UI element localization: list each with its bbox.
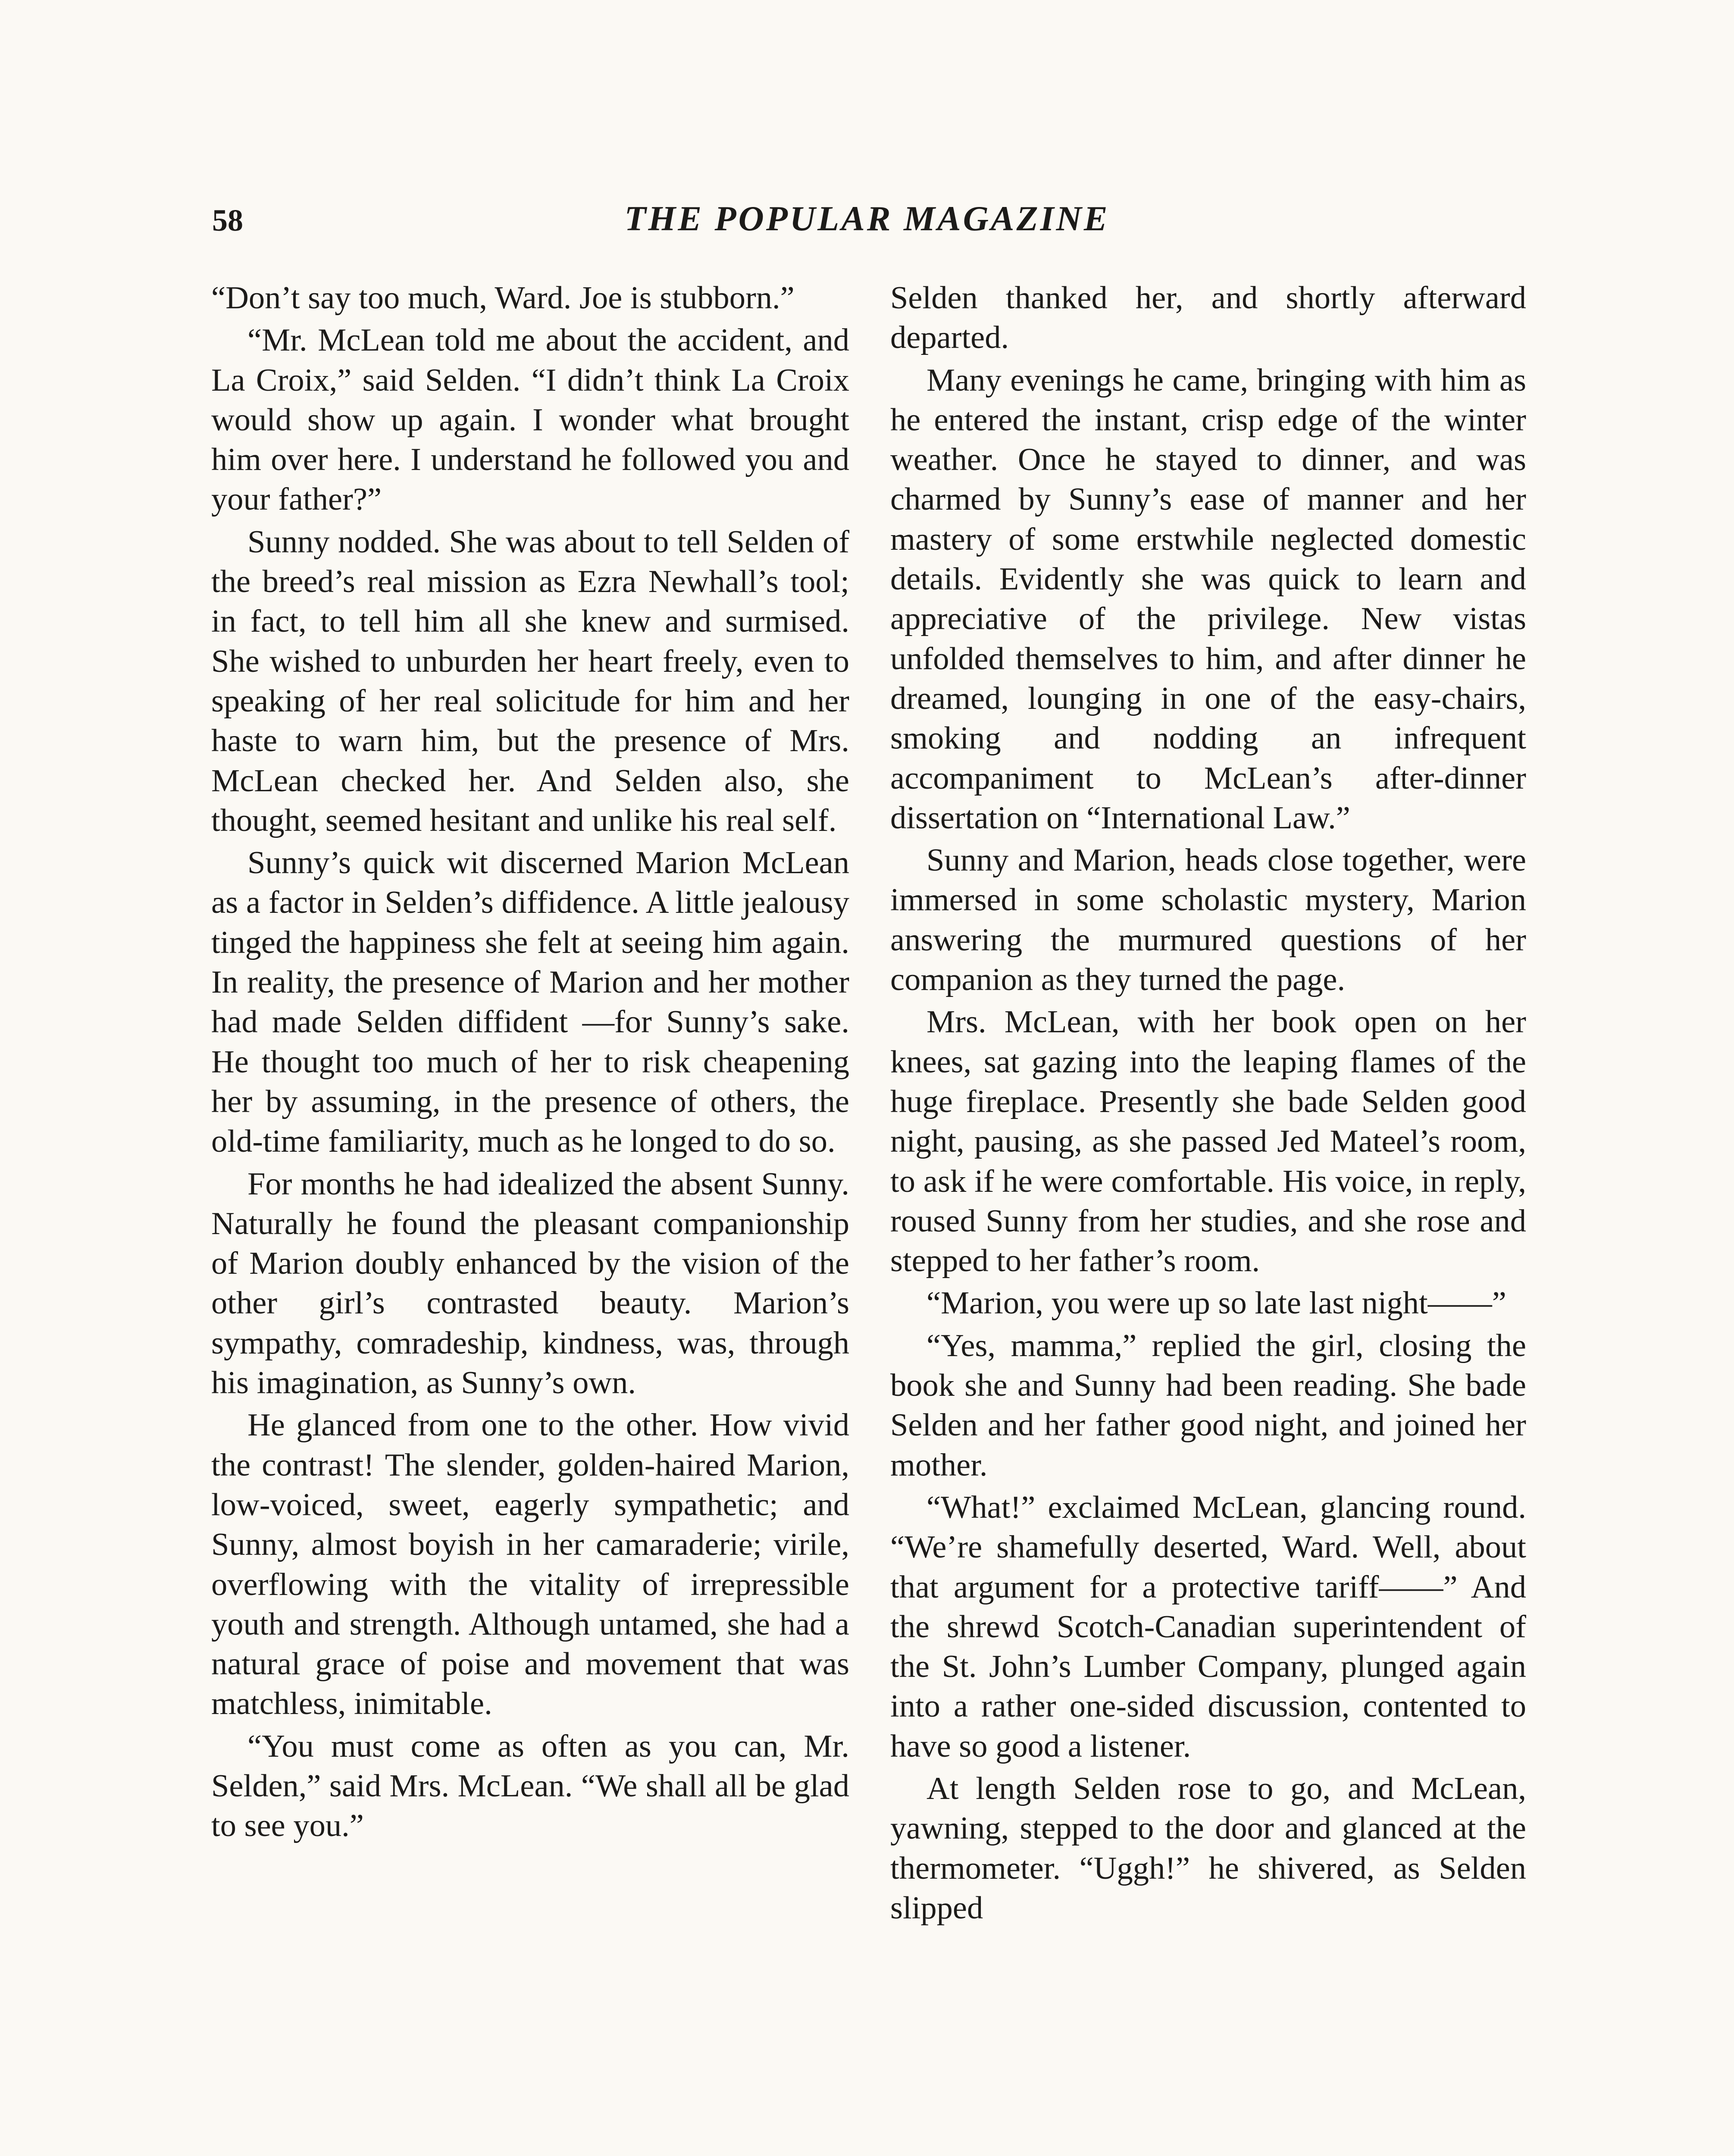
paragraph: He glanced from one to the other. How vivid the contrast! The slender, golden-haired Marion, low-voiced, sweet, eagerly sympathetic; and Sunny, almost boyish in her camaraderie; virile, overflowing with the vitality of irrepressible youth and strength. Although untamed, she had a natural grace of poise and movement that was matchless, inimitable. [211, 1407, 849, 1722]
paragraph: “Mr. McLean told me about the accident, and La Croix,” said Selden. “I didn’t think La Croix would show up again. I wonder what brought him over here. I understand he followed you and your father?” [211, 323, 849, 517]
right-column [890, 278, 1526, 1930]
paragraph: Sunny’s quick wit discerned Marion McLean as a factor in Selden’s diffidence. A little jealousy tinged the happiness she felt at seeing him again. In reality, the presence of Marion and her mother had made Selden diffident —for Sunny’s sake. He thought too much of her to risk cheapening her by assuming, in the presence of others, the old-time familiarity, much as he longed to do so. [211, 845, 849, 1159]
paragraph: At length Selden rose to go, and McLean, yawning, stepped to the door and glanced at the thermometer. “Uggh!” he shivered, as Selden slipped [890, 1771, 1526, 1926]
paragraph: “Marion, you were up so late last night——” [926, 1285, 1506, 1321]
paragraph: “You must come as often as you can, Mr. Selden,” said Mrs. McLean. “We shall all be glad to see you.” [211, 1728, 849, 1844]
paragraph: “Yes, mamma,” replied the girl, closing the book she and Sunny had been reading. She bade Selden and her father good night, and joined her mother. [890, 1328, 1526, 1483]
paragraph: Mrs. McLean, with her book open on her knees, sat gazing into the leaping flames of the huge fireplace. Presently she bade Selden good night, pausing, as she passed Jed Mateel’s room, to ask if he were comfortable. His voice, in reply, roused Sunny from her studies, and she rose and stepped to her father’s room. [890, 1004, 1526, 1279]
running-head: THE POPULAR MAGAZINE [624, 199, 1110, 238]
page-number: 58 [212, 203, 243, 238]
paragraph: Sunny nodded. She was about to tell Selden of the breed’s real mission as Ezra Newhall’s tool; in fact, to tell him all she knew and surmised. She wished to unburden her heart freely, even to speaking of her real solicitude for him and her haste to warn him, but the presence of Mrs. McLean checked her. And Selden also, she thought, seemed hesitant and unlike his real self. [211, 524, 849, 838]
paragraph: “Don’t say too much, Ward. Joe is stubborn.” [211, 280, 795, 316]
paragraph: For months he had idealized the absent Sunny. Naturally he found the pleasant companionship of Marion doubly enhanced by the vision of the other girl’s contrasted beauty. Marion’s sympathy, comradeship, kindness, was, through his imagination, as Sunny’s own. [211, 1166, 849, 1401]
left-column [211, 278, 849, 1849]
paragraph: “What!” exclaimed McLean, glancing round. “We’re shamefully deserted, Ward. Well, about that argument for a protective tariff——” And the shrewd Scotch-Canadian superintendent of the St. John’s Lumber Company, plunged again into a rather one-sided discussion, contented to have so good a listener. [890, 1489, 1526, 1764]
paragraph: Selden thanked her, and shortly afterward departed. [890, 280, 1526, 356]
paragraph: Many evenings he came, bringing with him as he entered the instant, crisp edge of the winter weather. Once he stayed to dinner, and was charmed by Sunny’s ease of manner and her mastery of some erstwhile neglected domestic details. Evidently she was quick to learn and appreciative of the privilege. New vistas unfolded themselves to him, and after dinner he dreamed, lounging in one of the easy-chairs, smoking and nodding an infrequent accompaniment to McLean’s after-dinner dissertation on “International Law.” [890, 362, 1526, 836]
paragraph: Sunny and Marion, heads close together, were immersed in some scholastic mystery, Marion answering the murmured questions of her companion as they turned the page. [890, 843, 1526, 998]
